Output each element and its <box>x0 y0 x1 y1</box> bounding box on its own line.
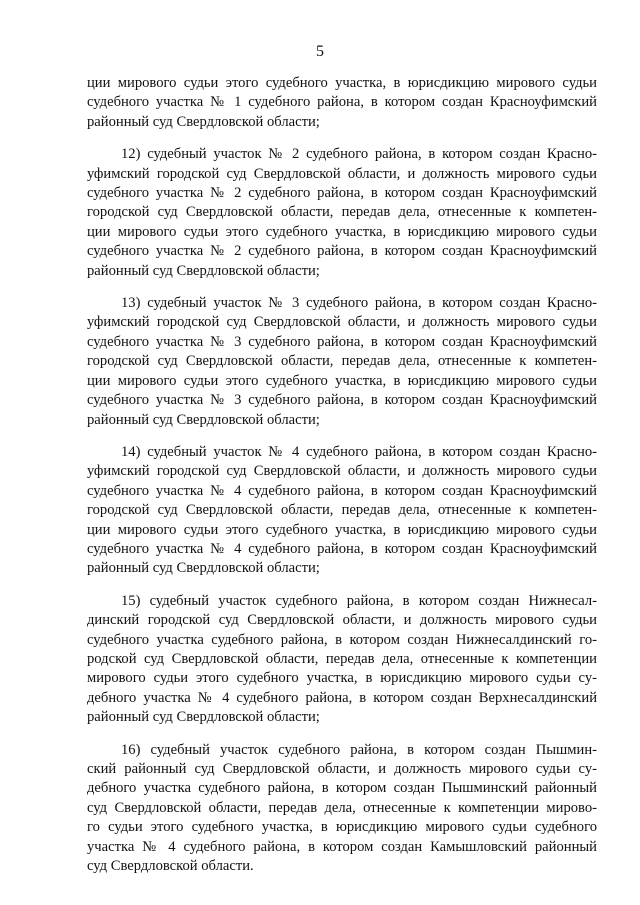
text-line: районный суд Свердловской области; <box>87 411 320 428</box>
text-line: родской суд Свердловской области, передав дела, отнесенные к компетенции <box>87 650 597 667</box>
paragraph-item-14 <box>87 443 597 579</box>
text-line: судебного участка судебного района, в котором создан Нижнесалдинский го- <box>87 631 597 648</box>
text-line: судебного участка № 1 судебного района, в котором создан Красноуфимский <box>87 94 597 111</box>
text-line: районный суд Свердловской области; <box>87 262 320 279</box>
text-line: суд Свердловской области, передав дела, отнесенные к компетенции мирово- <box>87 799 597 816</box>
paragraph-continuation <box>87 74 597 132</box>
document-body <box>87 74 597 889</box>
text-line: судебного участка № 4 судебного района, в котором создан Красноуфимский <box>87 540 597 557</box>
text-line: ции мирового судьи этого судебного участка, в юрисдикцию мирового судьи <box>87 372 597 389</box>
text-line: районный суд Свердловской области; <box>87 113 320 130</box>
text-line: судебного участка № 2 судебного района, в котором создан Красноуфимский <box>87 243 597 260</box>
text-line: 15) судебный участок судебного района, в котором создан Нижнесал- <box>121 592 597 609</box>
text-line: ции мирового судьи этого судебного участка, в юрисдикцию мирового судьи <box>87 521 597 538</box>
text-line: уфимский городской суд Свердловской области, и должность мирового судьи <box>87 314 597 331</box>
text-line: мирового судьи этого судебного участка, в юрисдикцию мирового судьи су- <box>87 670 597 687</box>
text-line: городской суд Свердловской области, передав дела, отнесенные к компетен- <box>87 353 597 370</box>
text-line: участка № 4 судебного района, в котором создан Камышловский районный <box>87 838 597 855</box>
text-line: уфимский городской суд Свердловской области, и должность мирового судьи <box>87 165 597 182</box>
text-line: дебного участка судебного района, в котором создан Пышминский районный <box>87 780 597 797</box>
text-line: городской суд Свердловской области, передав дела, отнесенные к компетен- <box>87 204 597 221</box>
text-line: 14) судебный участок № 4 судебного района, в котором создан Красно- <box>121 443 597 460</box>
text-line: 13) судебный участок № 3 судебного района, в котором создан Красно- <box>121 295 597 312</box>
text-line: районный суд Свердловской области; <box>87 709 320 726</box>
text-line: динский городской суд Свердловской области, и должность мирового судьи <box>87 612 597 629</box>
paragraph-item-12 <box>87 145 597 281</box>
paragraph-item-13 <box>87 294 597 430</box>
text-line: судебного участка № 3 судебного района, в котором создан Красноуфимский <box>87 392 597 409</box>
text-line: 12) судебный участок № 2 судебного района, в котором создан Красно- <box>121 146 597 163</box>
text-line: ции мирового судьи этого судебного участка, в юрисдикцию мирового судьи <box>87 223 597 240</box>
text-line: ции мирового судьи этого судебного участка, в юрисдикцию мирового судьи <box>87 75 597 91</box>
page-number: 5 <box>316 43 324 60</box>
text-line: дебного участка № 4 судебного района, в котором создан Верхнесалдинский <box>87 689 597 706</box>
text-line: 16) судебный участок судебного района, в котором создан Пышмин- <box>121 741 597 758</box>
text-line: ский районный суд Свердловской области, и должность мирового судьи су- <box>87 761 597 777</box>
text-line: го судьи этого судебного участка, в юрисдикцию мирового судьи судебного <box>87 819 597 836</box>
text-line: районный суд Свердловской области; <box>87 560 320 577</box>
text-line: уфимский городской суд Свердловской области, и должность мирового судьи <box>87 463 597 480</box>
paragraph-item-16 <box>87 741 597 877</box>
text-line: судебного участка № 2 судебного района, в котором создан Красноуфимский <box>87 185 597 202</box>
text-line: городской суд Свердловской области, передав дела, отнесенные к компетен- <box>87 502 597 519</box>
text-line: судебного участка № 3 судебного района, в котором создан Красноуфимский <box>87 333 597 350</box>
text-line: суд Свердловской области. <box>87 858 254 875</box>
paragraph-item-15 <box>87 592 597 728</box>
text-line: судебного участка № 4 судебного района, в котором создан Красноуфимский <box>87 482 597 499</box>
